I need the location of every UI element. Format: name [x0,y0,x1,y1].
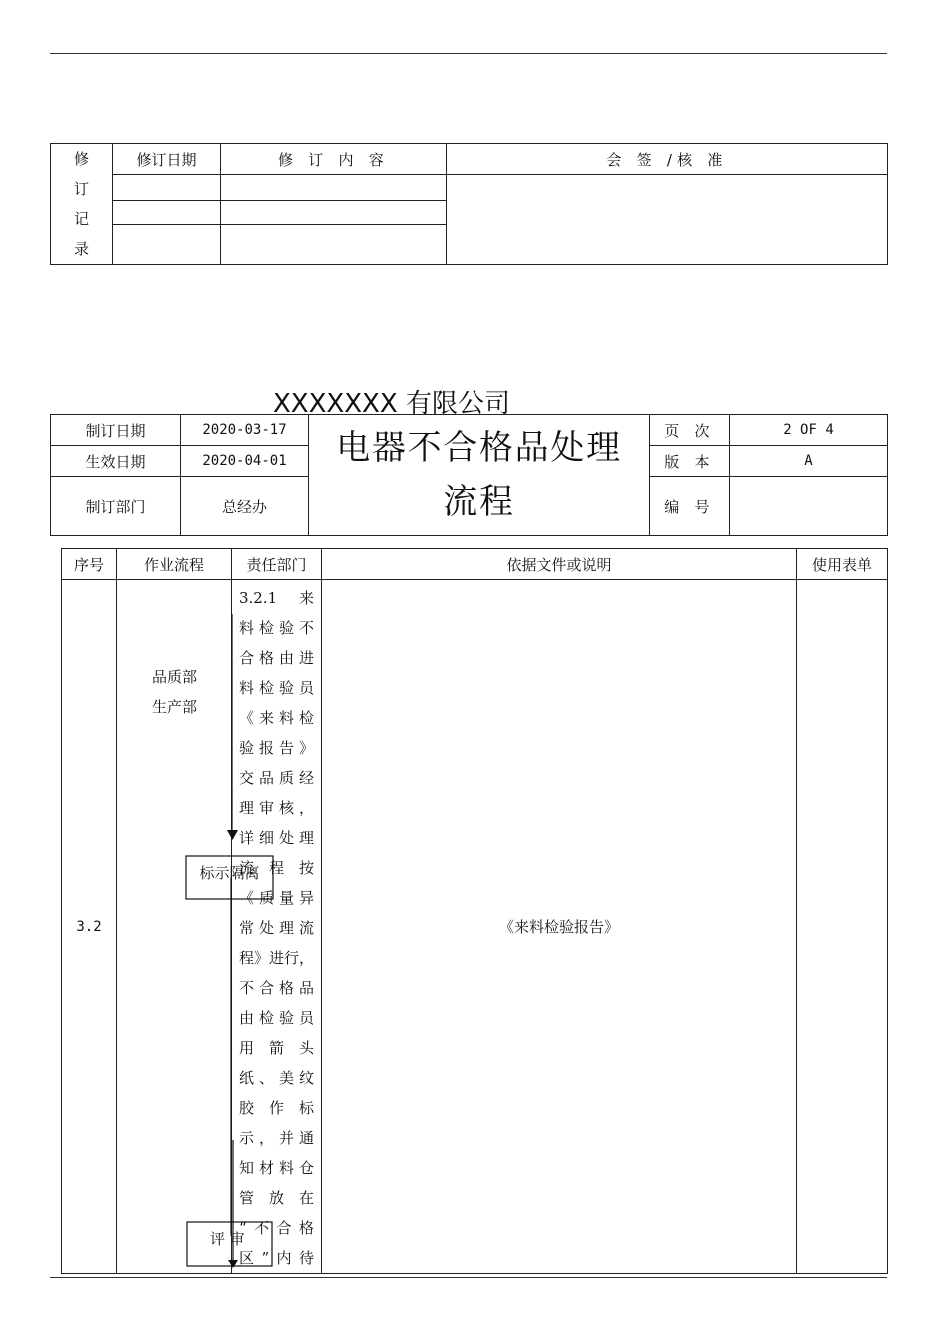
top-rule [50,53,887,54]
revision-content-cell[interactable] [221,201,447,225]
draft-date-value: 2020-03-17 [181,415,309,446]
company-name: XXXXXXX 有限公司 [273,389,510,419]
revision-content-cell[interactable] [221,175,447,201]
dept-label: 制订部门 [51,477,181,536]
flow-box-1-label: 标示隔离 [199,864,260,882]
seq-cell: 3.2 [62,580,117,1274]
revision-side-label: 修 订 记 录 [51,144,113,265]
forms-header: 使用表单 [797,549,888,580]
number-label: 编 号 [650,477,730,536]
forms-cell [797,580,888,1274]
document-title [309,415,650,536]
revision-date-cell[interactable] [113,201,221,225]
document-title-line1: 电器不合格品处理 [336,428,622,468]
basis-header: 依据文件或说明 [322,549,797,580]
seq-header: 序号 [62,549,117,580]
version-label: 版 本 [650,446,730,477]
process-table [61,548,888,1274]
number-value [730,477,888,536]
responsibility-cell: 3.2.1 来 料检验不 合格由进 料检验员 《来料检 验报告》 交品质经 理审核， 详细处理 流 程 按 《质量异 常处理流 程》进行， 不合格品 由检验员 用 箭 头 纸、美纹 胶 作 标 示，并通 知材料仓 管 放 在 “不合格 区”内待 [232,580,322,1274]
flow-box-2-label: 评审 [209,1230,249,1248]
revision-date-cell[interactable] [113,175,221,201]
revision-approval-header: 会 签 /核 准 [447,144,888,175]
dept-header: 责任部门 [232,549,322,580]
revision-date-cell[interactable] [113,225,221,265]
revision-content-header: 修 订 内 容 [221,144,447,175]
bottom-rule [50,1277,887,1278]
flow-header: 作业流程 [117,549,232,580]
revision-content-cell[interactable] [221,225,447,265]
revision-approval-cell[interactable] [447,175,888,265]
document-title-line2: 流程 [443,482,515,522]
flow-dept-1: 品质部 [151,668,197,686]
document-header-table [50,414,888,536]
page-value: 2 OF 4 [730,415,888,446]
flow-cell [117,580,260,1274]
effective-date-value: 2020-04-01 [181,446,309,477]
version-value: A [730,446,888,477]
revision-date-header: 修订日期 [113,144,221,175]
dept-value: 总经办 [181,477,309,536]
flow-dept-2: 生产部 [151,698,197,716]
basis-cell: 《来料检验报告》 [322,580,797,1274]
draft-date-label: 制订日期 [51,415,181,446]
revision-record-table [50,143,888,265]
effective-date-label: 生效日期 [51,446,181,477]
page-label: 页 次 [650,415,730,446]
